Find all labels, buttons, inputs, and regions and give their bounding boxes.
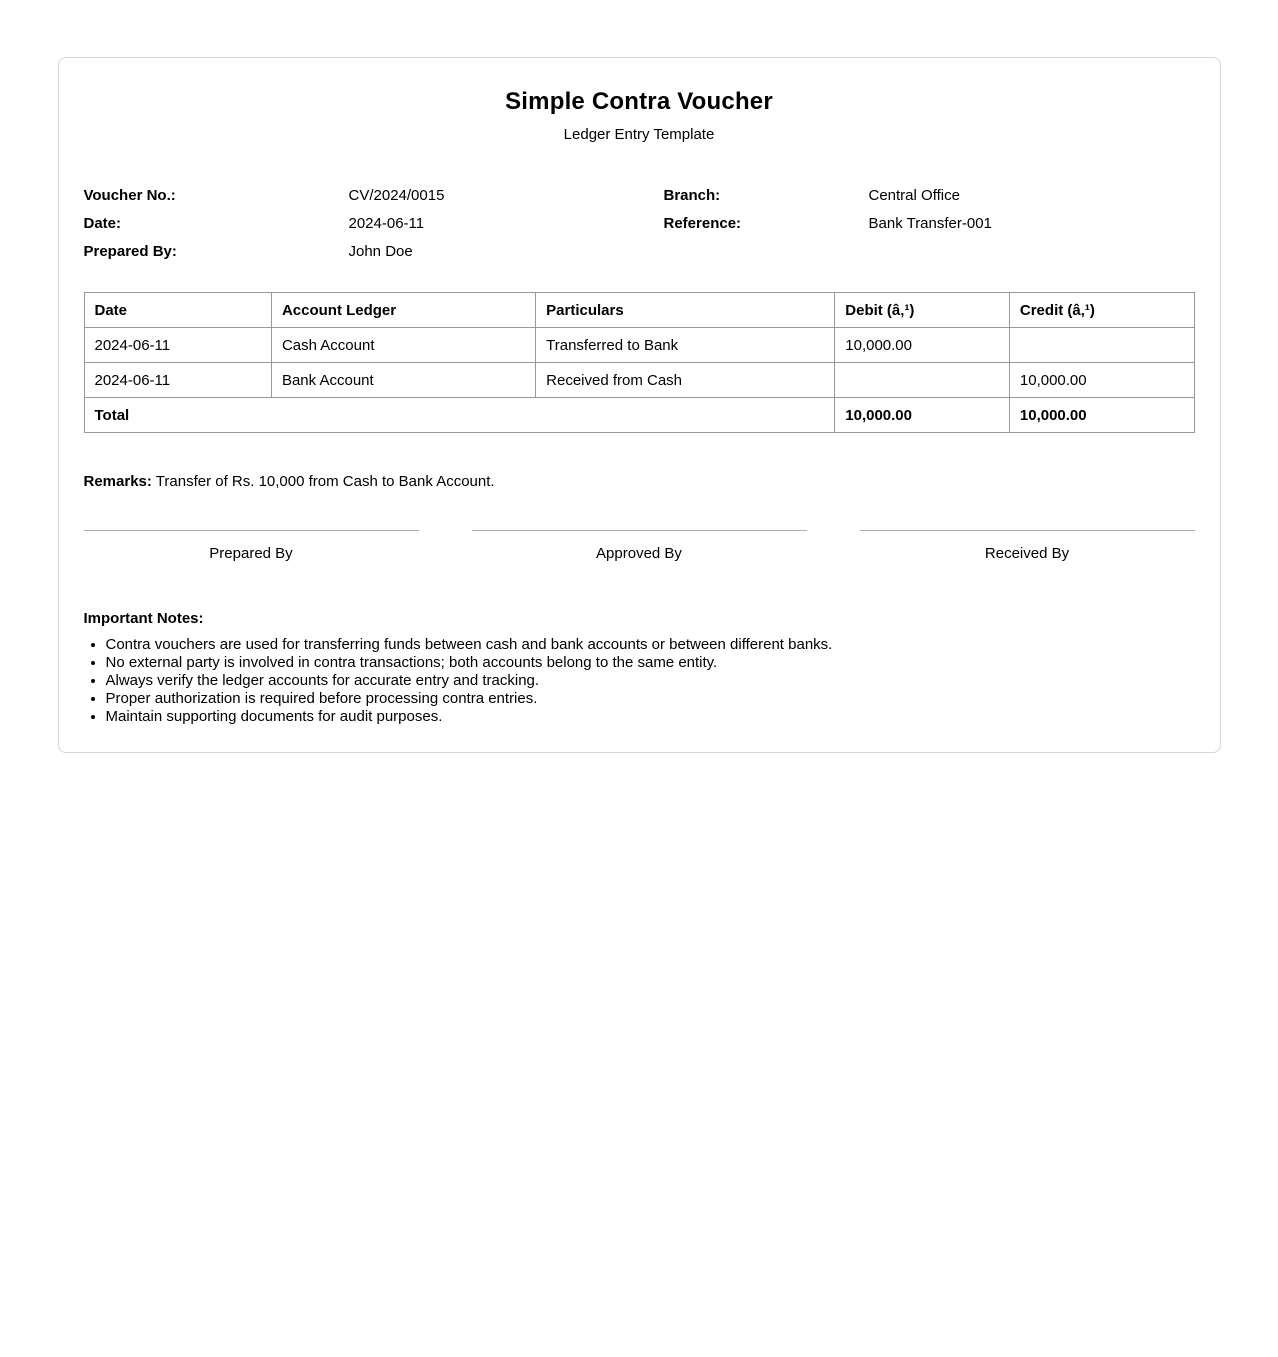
reference-label: Reference:	[663, 215, 742, 232]
notes-heading: Important Notes:	[83, 610, 204, 627]
voucher-info-grid	[84, 188, 1195, 260]
prepared-by-label: Prepared By:	[83, 243, 177, 260]
note-item: • Contra vouchers are used for transferring funds between cash and bank accounts or between different banks.	[106, 636, 1195, 654]
total-credit: 10,000.00	[1009, 398, 1194, 433]
cell-debit: 10,000.00	[835, 328, 1010, 363]
cell-particulars: Received from Cash	[536, 363, 835, 398]
total-debit: 10,000.00	[835, 398, 1010, 433]
col-header-account-ledger: Account Ledger	[271, 293, 535, 328]
cell-account-ledger: Cash Account	[271, 328, 535, 363]
signature-row	[84, 530, 1195, 562]
prepared-by-value: John Doe	[348, 243, 413, 260]
cell-date: 2024-06-11	[84, 328, 271, 363]
note-item: • No external party is involved in contra transactions; both accounts belong to the same entity.	[106, 654, 1195, 672]
page	[0, 57, 1278, 1357]
cell-date: 2024-06-11	[84, 363, 271, 398]
ledger-table-header-row	[84, 293, 1194, 328]
voucher-title: Simple Contra Voucher	[505, 88, 773, 115]
cell-particulars: Transferred to Bank	[536, 328, 835, 363]
note-item: • Always verify the ledger accounts for accurate entry and tracking.	[106, 672, 1195, 690]
total-label: Total	[84, 398, 835, 433]
cell-credit: 10,000.00	[1009, 363, 1194, 398]
note-item: • Maintain supporting documents for audit purposes.	[106, 708, 1195, 726]
remarks-text: Transfer of Rs. 10,000 from Cash to Bank Account.	[155, 473, 495, 490]
signature-prepared-by: Prepared By	[84, 530, 419, 562]
date-label: Date:	[83, 215, 122, 232]
voucher-no-label: Voucher No.:	[83, 187, 176, 204]
voucher-card	[58, 57, 1221, 753]
notes-list	[84, 636, 1195, 726]
info-grid-spacer	[869, 244, 1195, 260]
ledger-table	[84, 292, 1195, 433]
cell-credit	[1009, 328, 1194, 363]
branch-value: Central Office	[868, 187, 960, 204]
info-grid-spacer	[664, 244, 869, 260]
branch-label: Branch:	[663, 187, 721, 204]
col-header-credit: Credit (â‚¹)	[1009, 293, 1194, 328]
table-row	[84, 328, 1194, 363]
signature-approved-by: Approved By	[472, 530, 807, 562]
voucher-no-value: CV/2024/0015	[348, 187, 445, 204]
col-header-debit: Debit (â‚¹)	[835, 293, 1010, 328]
notes-section	[84, 610, 1195, 726]
signature-received-by: Received By	[860, 530, 1195, 562]
note-item: • Proper authorization is required before processing contra entries.	[106, 690, 1195, 708]
remarks	[84, 473, 1195, 490]
table-row	[84, 363, 1194, 398]
date-value: 2024-06-11	[348, 215, 425, 232]
col-header-date: Date	[84, 293, 271, 328]
reference-value: Bank Transfer-001	[868, 215, 992, 232]
cell-account-ledger: Bank Account	[271, 363, 535, 398]
col-header-particulars: Particulars	[536, 293, 835, 328]
cell-debit	[835, 363, 1010, 398]
table-total-row	[84, 398, 1194, 433]
remarks-label: Remarks:	[83, 473, 152, 490]
voucher-subtitle: Ledger Entry Template	[563, 126, 715, 143]
